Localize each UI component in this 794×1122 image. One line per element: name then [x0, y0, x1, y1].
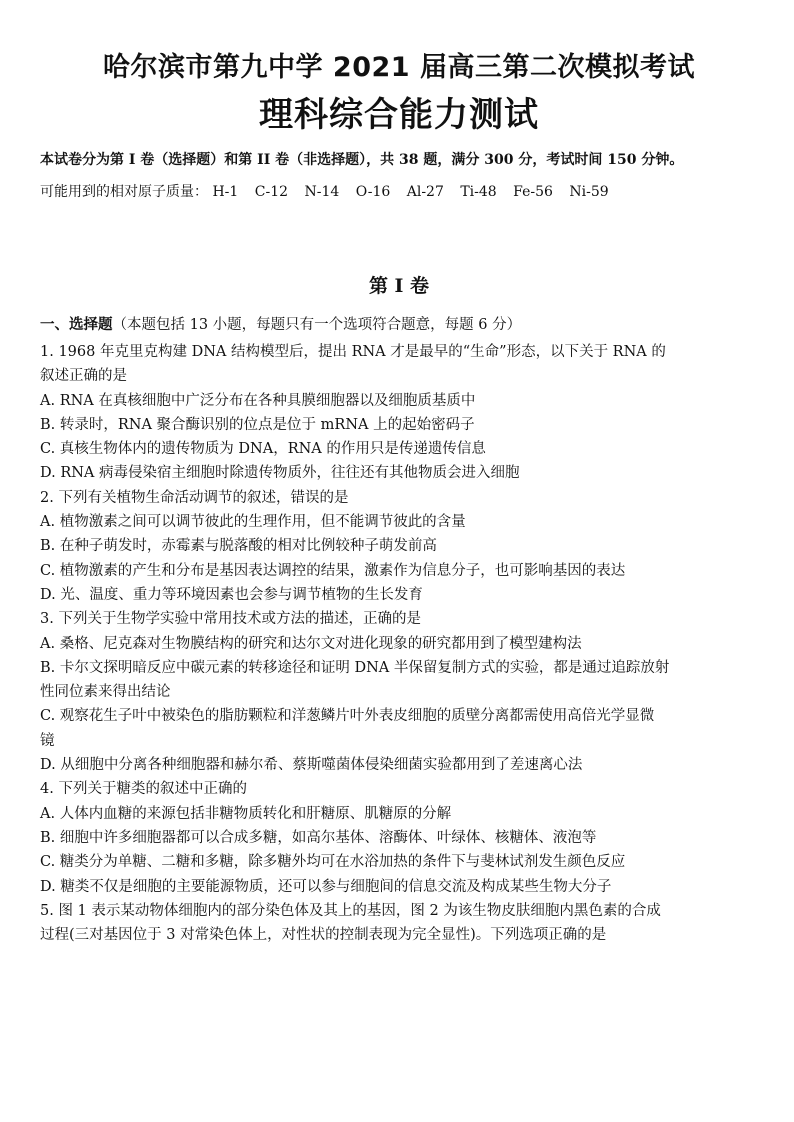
option-line: C. 观察花生子叶中被染色的脂肪颗粒和洋葱鳞片叶外表皮细胞的质壁分离都需使用高倍光学显微 — [40, 708, 655, 725]
atomic-mass-label: 可能用到的相对原子质量： — [40, 184, 208, 200]
option-line: D. RNA 病毒侵染宿主细胞时除遗传物质外，往往还有其他物质会进入细胞 — [40, 465, 520, 482]
option-line: 性同位素来得出结论 — [40, 684, 171, 701]
option-line: A. 桑格、尼克森对生物膜结构的研究和达尔文对进化现象的研究都用到了模型建构法 — [40, 635, 582, 652]
section-heading-line — [40, 314, 758, 336]
option-line: A. 植物激素之间可以调节彼此的生理作用，但不能调节彼此的含量 — [40, 514, 466, 531]
option-line: C. 真核生物体内的遗传物质为 DNA，RNA 的作用只是传递遗传信息 — [40, 441, 486, 458]
section-note: （本题包括 13 小题，每题只有一个选项符合题意，每题 6 分） — [112, 317, 522, 333]
atomic-mass-item: O-16 — [355, 184, 391, 200]
question-line: 过程(三对基因位于 3 对常染色体上，对性状的控制表现为完全显性)。下列选项正确的是 — [40, 927, 607, 944]
question-line: 3. 下列关于生物学实验中常用技术或方法的描述，正确的是 — [40, 611, 421, 628]
question-line: 叙述正确的是 — [40, 368, 127, 385]
option-line: B. 细胞中许多细胞器都可以合成多糖，如高尔基体、溶酶体、叶绿体、核糖体、液泡等 — [40, 829, 597, 846]
atomic-mass-item: Fe-56 — [513, 184, 553, 200]
atomic-mass-item: N-14 — [304, 184, 340, 200]
option-line: D. 从细胞中分离各种细胞器和赫尔希、蔡斯噬菌体侵染细菌实验都用到了差速离心法 — [40, 757, 583, 774]
option-line: A. 人体内血糖的来源包括非糖物质转化和肝糖原、肌糖原的分解 — [40, 805, 452, 822]
question-list — [40, 340, 758, 947]
exam-title: 理科综合能力测试 — [259, 95, 539, 135]
option-line: C. 糖类分为单糖、二糖和多糖，除多糖外均可在水浴加热的条件下与斐林试剂发生颜色反应 — [40, 854, 626, 871]
option-line: A. RNA 在真核细胞中广泛分布在各种具膜细胞器以及细胞质基质中 — [40, 392, 476, 409]
question-line: 1. 1968 年克里克构建 DNA 结构模型后，提出 RNA 才是最早的“生命”形态，以下关于 RNA 的 — [40, 344, 666, 360]
question-line: 5. 图 1 表示某动物体细胞内的部分染色体及其上的基因，图 2 为该生物皮肤细胞内黑色素的合成 — [40, 902, 661, 919]
option-line: B. 转录时，RNA 聚合酶识别的位点是位于 mRNA 上的起始密码子 — [40, 416, 475, 433]
atomic-mass-line — [40, 182, 758, 202]
option-line: 镜 — [40, 732, 55, 749]
atomic-mass-item: Al-27 — [406, 184, 444, 200]
question-line: 4. 下列关于糖类的叙述中正确的 — [40, 781, 247, 798]
option-line: B. 卡尔文探明暗反应中碳元素的转移途径和证明 DNA 半保留复制方式的实验，都是通过追踪放射 — [40, 659, 670, 676]
volume-title: 第 I 卷 — [368, 275, 430, 297]
option-line: C. 植物激素的产生和分布是基因表达调控的结果，激素作为信息分子，也可影响基因的表达 — [40, 562, 626, 579]
atomic-mass-item: H-1 — [212, 184, 239, 200]
atomic-mass-item: Ni-59 — [569, 184, 609, 200]
section-heading: 一、选择题 — [40, 316, 113, 333]
school-title: 哈尔滨市第九中学 2021 届高三第二次模拟考试 — [103, 52, 695, 83]
option-line: D. 糖类不仅是细胞的主要能源物质，还可以参与细胞间的信息交流及构成某些生物大分子 — [40, 878, 612, 895]
atomic-mass-item: C-12 — [254, 184, 289, 200]
atomic-mass-item: Ti-48 — [460, 184, 497, 200]
exam-instructions: 本试卷分为第 I 卷（选择题）和第 II 卷（非选择题），共 38 题，满分 300 分，考试时间 150 分钟。 — [40, 152, 684, 168]
question-line: 2. 下列有关植物生命活动调节的叙述，错误的是 — [40, 489, 349, 506]
option-line: D. 光、温度、重力等环境因素也会参与调节植物的生长发育 — [40, 586, 423, 603]
option-line: B. 在种子萌发时，赤霉素与脱落酸的相对比例较种子萌发前高 — [40, 538, 437, 555]
